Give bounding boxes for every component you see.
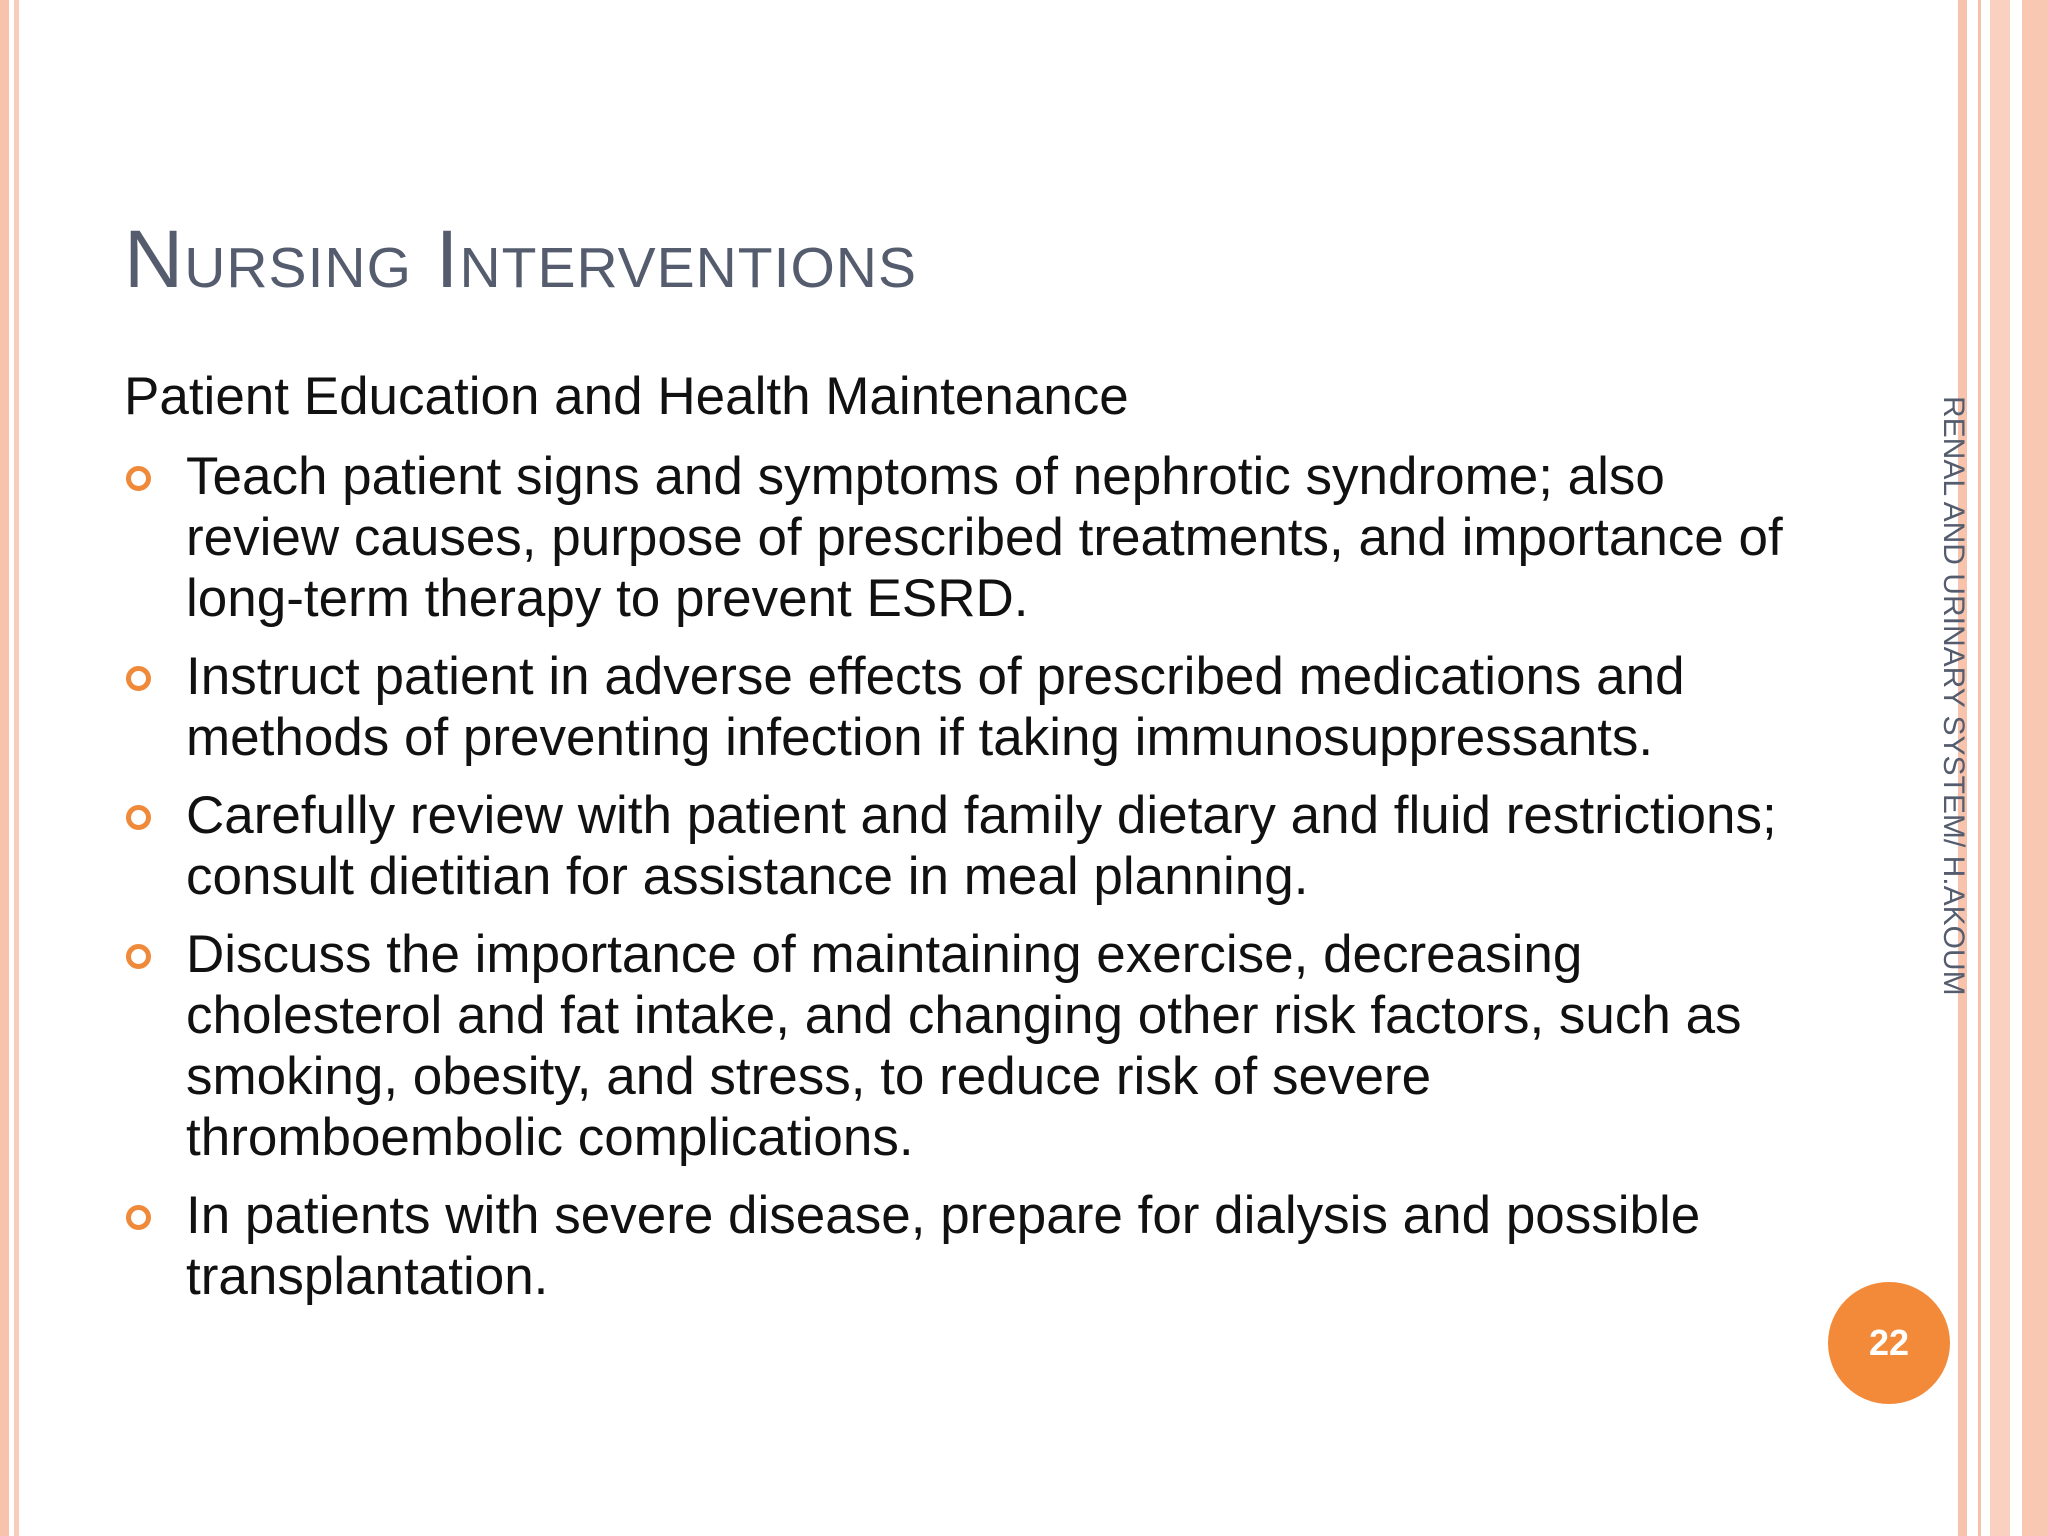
bullet-circle-icon [126,1205,151,1230]
bullet-text: Discuss the importance of maintaining exercise, decreasing cholesterol and fat intake, and changing other risk factors, such as smoking, obesity, and stress, to reduce risk of severe thromboembolic complications. [186,925,1742,1167]
right-border-strip [1990,0,2010,1536]
bullet-item [124,785,1784,907]
right-border-strip [1978,0,1981,1536]
left-border-strip [14,0,19,1536]
section-subtitle: Patient Education and Health Maintenance [124,367,1129,426]
bullet-list [124,446,1784,1324]
bullet-item [124,1185,1784,1307]
bullet-text: In patients with severe disease, prepare for dialysis and possible transplantation. [186,1186,1701,1306]
right-border-strip [2022,0,2048,1536]
bullet-text: Teach patient signs and symptoms of nephrotic syndrome; also review causes, purpose of prescribed treatments, and importance of long-term therapy to prevent ESRD. [186,447,1783,628]
bullet-circle-icon [126,666,151,691]
bullet-circle-icon [126,805,151,830]
left-border-strip [0,0,9,1536]
bullet-circle-icon [126,944,151,969]
bullet-item [124,924,1784,1168]
bullet-item [124,646,1784,768]
bullet-circle-icon [126,466,151,491]
slide-title: Nursing Interventions [124,214,917,305]
footer-label-vertical: RENAL AND URINARY SYSTEM/ H.AKOUM [1937,396,1970,996]
page-number-badge: 22 [1828,1282,1950,1404]
bullet-text: Instruct patient in adverse effects of prescribed medications and methods of preventing infection if taking immunosuppressants. [186,647,1685,767]
bullet-text: Carefully review with patient and family dietary and fluid restrictions; consult dietitian for assistance in meal planning. [186,786,1777,906]
bullet-item [124,446,1784,629]
